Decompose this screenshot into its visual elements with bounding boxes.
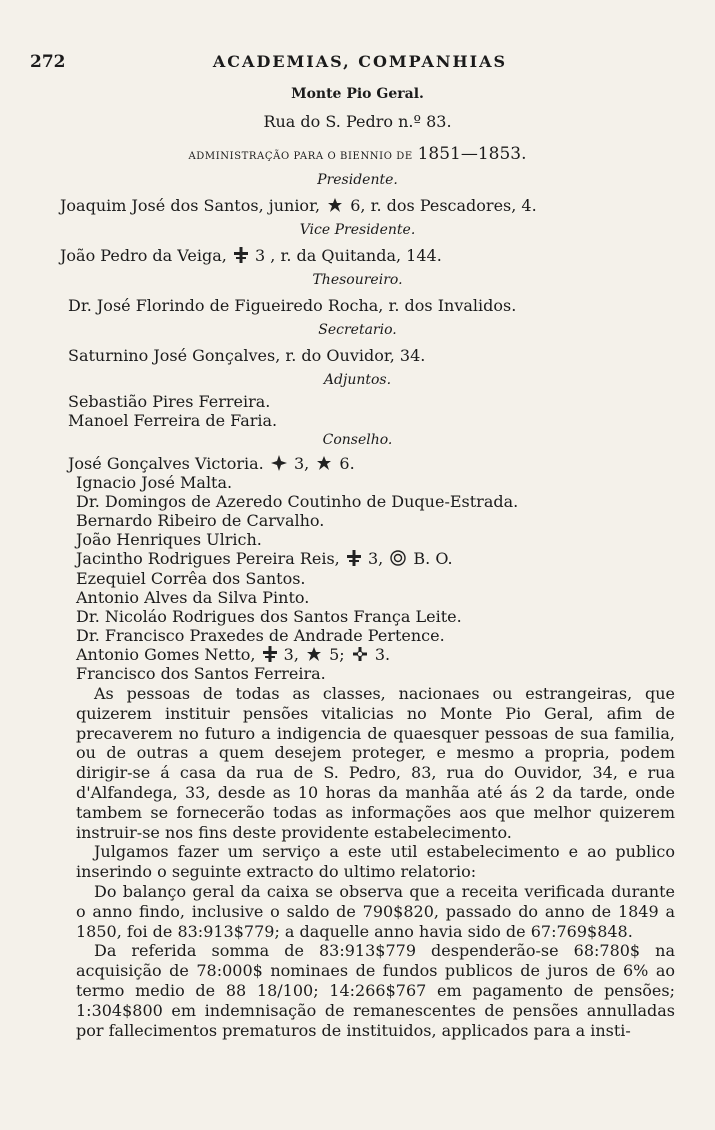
administration-line [60,144,655,164]
council-member-name: Antonio Gomes Netto, [76,645,256,664]
council-member-2: Ignacio José Malta. [76,473,233,492]
treasurer-name: Dr. José Florindo de Figueiredo Rocha, r. dos Invalidos. [68,296,517,315]
medal-icon [316,455,332,471]
page-number: 272 [30,52,66,72]
council-member-10: Dr. Francisco Praxedes de Andrade Pertence. [76,626,445,645]
vice-president-role: Vice Presidente. [299,222,416,238]
council-role: Conselho. [322,432,393,448]
president-name: Joaquim José dos Santos, junior, [60,196,321,215]
council-member-1 [68,454,355,473]
institution-name: Monte Pio Geral. [291,86,424,102]
secretary-name: Saturnino José Gonçalves, r. do Ouvidor, 34. [68,346,426,365]
decoration-text: B. O. [413,549,453,568]
decoration-grade: 3, [367,549,384,568]
council-member-12: Francisco dos Santos Ferreira. [76,664,326,683]
order-cross-icon [234,247,248,263]
council-member-9: Dr. Nicoláo Rodrigues dos Santos França Leite. [76,607,462,626]
body-text [76,684,675,1040]
council-member-11 [76,645,390,664]
paragraph-expenses: Da referida somma de 83:913$779 despenderão-se 68:780$ na acquisição de 78:000$ nominaes de fundos publicos de juros de 6% ao termo medio de 88 18/100; 14:266$767 em pagamento de pensões; 1:304$800 em indemnisação de remanescentes de pensões annulladas por fallecimentos prematuros de instituidos, applicados para a insti- [76,941,675,1040]
council-member-8: Antonio Alves da Silva Pinto. [76,588,310,607]
medal-icon [306,646,322,662]
paragraph-notice: Julgamos fazer um serviço a este util estabelecimento e ao publico inserindo o seguinte extracto do ultimo relatorio: [76,842,675,882]
vice-president-name: João Pedro da Veiga, [60,246,227,265]
council-member-name: José Gonçalves Victoria. [68,454,264,473]
order-cross-icon [271,455,287,471]
decoration-grade: 5; [329,645,345,664]
vice-president-entry [60,246,442,265]
council-member-6 [76,549,453,568]
order-cross-icon [263,646,277,662]
council-member-5: João Henriques Ulrich. [76,530,262,549]
admin-years: 1851—1853. [417,144,527,164]
medal-icon [327,197,343,213]
vice-president-details: 3 , r. da Quitanda, 144. [255,246,442,265]
decoration-grade: 3. [374,645,391,664]
adjuntos-role: Adjuntos. [323,372,392,388]
council-member-7: Ezequiel Corrêa dos Santos. [76,569,306,588]
admin-prefix: ADMINISTRAÇÃO PARA O BIENNIO DE [188,151,413,162]
order-cross-icon [347,550,361,566]
decoration-grade: 3, [283,645,299,664]
page-header [30,52,690,76]
order-cross-icon [352,646,368,662]
institution-address: Rua do S. Pedro n.º 83. [263,112,452,131]
paragraph-balance: Do balanço geral da caixa se observa que a receita verificada durante o anno findo, inclusive o saldo de 790$820, passado do anno de 1849 a 1850, foi de 83:913$779; a daquelle anno havia sido de 67:769$848. [76,881,675,941]
decoration-grade: 6. [339,454,355,473]
adjunto-2: Manoel Ferreira de Faria. [68,411,278,430]
council-member-4: Bernardo Ribeiro de Carvalho. [76,511,325,530]
president-details: 6, r. dos Pescadores, 4. [350,196,537,215]
president-role: Presidente. [317,172,398,188]
council-member-3: Dr. Domingos de Azeredo Coutinho de Duque-Estrada. [76,492,519,511]
council-member-name: Jacintho Rodrigues Pereira Reis, [76,549,340,568]
president-entry [60,196,537,215]
secretary-role: Secretario. [318,322,397,338]
paragraph-inscription: As pessoas de todas as classes, nacionaes ou estrangeiras, que quizerem instituir pensões vitalicias no Monte Pio Geral, afim de precaverem no futuro a indigencia de quaesquer pessoas de sua familia, ou de outras a quem desejem proteger, e mesmo a propria, podem dirigir-se á casa da rua de S. Pedro, 83, rua do Ouvidor, 34, e rua d'Alfandega, 33, desde as 10 horas da manhãa até ás 2 da tarde, onde tambem se fornecerão todas as informações aos que melhor quizerem instruir-se nos fins deste providente estabelecimento. [76,684,675,842]
decoration-grade: 3, [293,454,310,473]
target-rose-icon [390,550,406,566]
treasurer-role: Thesoureiro. [312,272,403,288]
running-title: ACADEMIAS, COMPANHIAS [212,52,508,71]
adjunto-1: Sebastião Pires Ferreira. [68,392,271,411]
